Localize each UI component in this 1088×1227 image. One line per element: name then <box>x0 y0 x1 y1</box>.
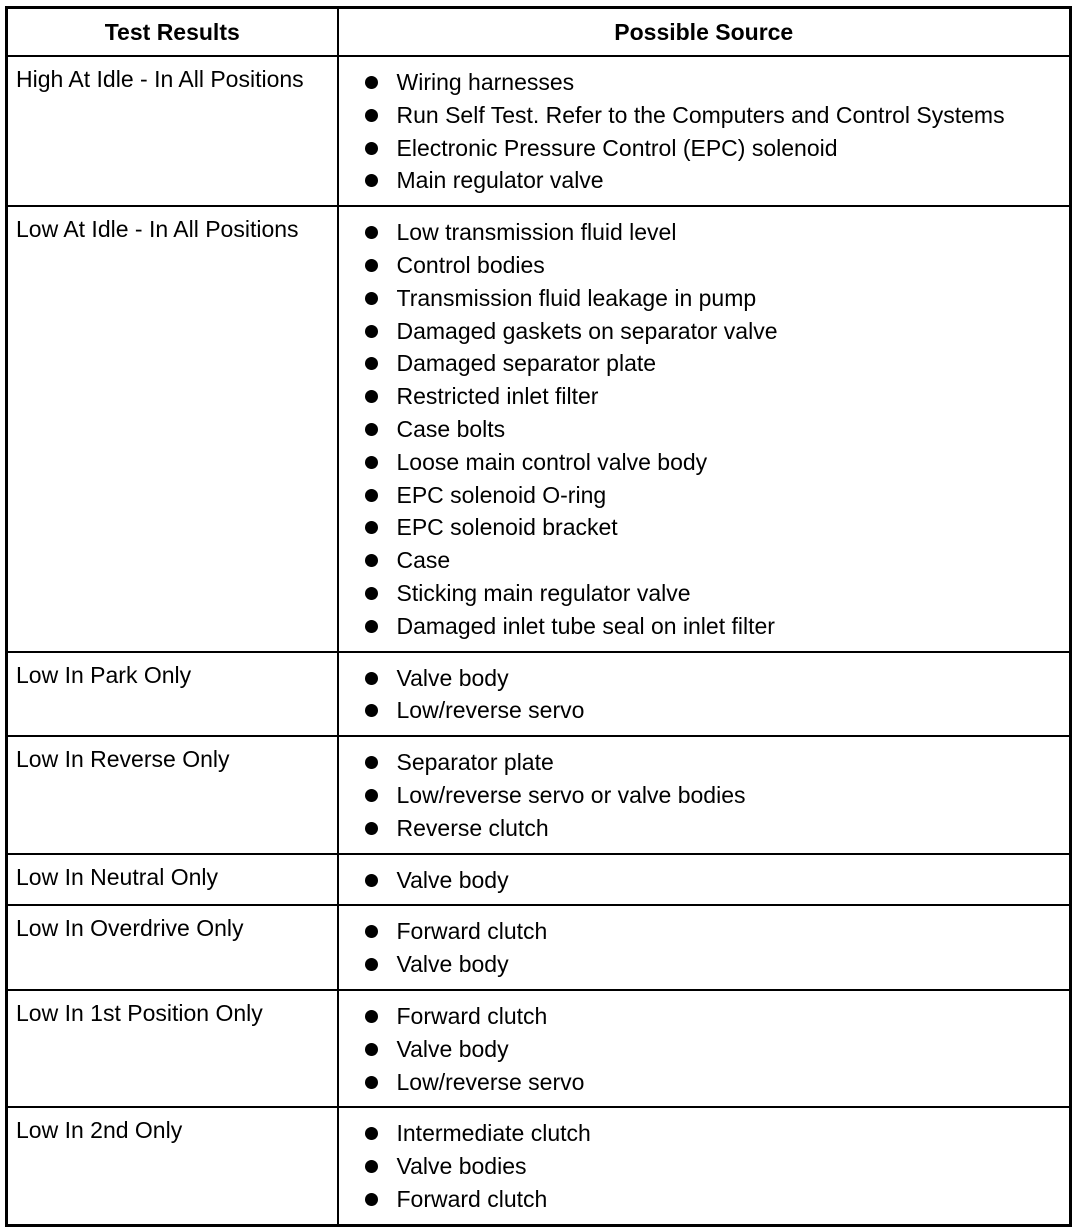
possible-source-list <box>339 66 1070 197</box>
source-text: Forward clutch <box>396 1002 548 1029</box>
test-result-cell: Low In Reverse Only <box>7 736 338 853</box>
source-text: Main regulator valve <box>396 167 604 194</box>
list-item <box>339 315 1070 348</box>
test-result-cell: Low In Park Only <box>7 652 338 737</box>
list-item <box>339 1150 1070 1183</box>
pressure-test-diagnosis-table <box>5 6 1072 1227</box>
source-text: Forward clutch <box>396 918 548 945</box>
source-text: Valve body <box>396 664 509 691</box>
test-result-cell: Low In Overdrive Only <box>7 905 338 990</box>
bullet-icon <box>365 587 378 600</box>
list-item <box>339 915 1070 948</box>
list-item <box>339 779 1070 812</box>
list-item <box>339 662 1070 695</box>
source-text: Case bolts <box>396 415 506 442</box>
possible-source-cell <box>338 56 1071 206</box>
bullet-icon <box>365 76 378 89</box>
source-text: Damaged separator plate <box>396 350 657 377</box>
column-header-test-results: Test Results <box>7 8 338 57</box>
list-item <box>339 948 1070 981</box>
source-text: Restricted inlet filter <box>396 383 599 410</box>
possible-source-list <box>339 216 1070 642</box>
diagnosis-table-container <box>5 6 1072 1227</box>
bullet-icon <box>365 489 378 502</box>
list-item <box>339 511 1070 544</box>
table-row <box>7 854 1071 906</box>
bullet-icon <box>365 874 378 887</box>
list-item <box>339 1000 1070 1033</box>
table-header-row <box>7 8 1071 57</box>
table-row <box>7 905 1071 990</box>
possible-source-list <box>339 1117 1070 1215</box>
list-item <box>339 544 1070 577</box>
list-item <box>339 413 1070 446</box>
table-row <box>7 736 1071 853</box>
list-item <box>339 1066 1070 1099</box>
list-item <box>339 282 1070 315</box>
bullet-icon <box>365 292 378 305</box>
bullet-icon <box>365 390 378 403</box>
source-text: EPC solenoid bracket <box>396 514 618 541</box>
list-item <box>339 812 1070 845</box>
source-text: Electronic Pressure Control (EPC) solenoid <box>396 134 838 161</box>
list-item <box>339 610 1070 643</box>
bullet-icon <box>365 704 378 717</box>
source-text: Low transmission fluid level <box>396 219 677 246</box>
bullet-icon <box>365 142 378 155</box>
bullet-icon <box>365 357 378 370</box>
bullet-icon <box>365 1127 378 1140</box>
test-result-cell: High At Idle - In All Positions <box>7 56 338 206</box>
list-item <box>339 347 1070 380</box>
bullet-icon <box>365 620 378 633</box>
list-item <box>339 694 1070 727</box>
list-item <box>339 380 1070 413</box>
test-result-cell: Low In 1st Position Only <box>7 990 338 1107</box>
list-item <box>339 66 1070 99</box>
list-item <box>339 164 1070 197</box>
source-text: Low/reverse servo <box>396 697 585 724</box>
source-text: Loose main control valve body <box>396 448 708 475</box>
bullet-icon <box>365 789 378 802</box>
possible-source-cell <box>338 854 1071 906</box>
source-text: Valve bodies <box>396 1153 527 1180</box>
source-text: Damaged inlet tube seal on inlet filter <box>396 612 775 639</box>
bullet-icon <box>365 925 378 938</box>
list-item <box>339 249 1070 282</box>
test-result-cell: Low In 2nd Only <box>7 1107 338 1225</box>
bullet-icon <box>365 109 378 122</box>
test-result-cell: Low At Idle - In All Positions <box>7 206 338 651</box>
source-text: Damaged gaskets on separator valve <box>396 317 778 344</box>
source-text: Control bodies <box>396 251 545 278</box>
source-text: Intermediate clutch <box>396 1120 591 1147</box>
bullet-icon <box>365 554 378 567</box>
bullet-icon <box>365 521 378 534</box>
bullet-icon <box>365 456 378 469</box>
table-body <box>7 56 1071 1225</box>
possible-source-cell <box>338 1107 1071 1225</box>
source-text: Case <box>396 547 451 574</box>
list-item <box>339 1033 1070 1066</box>
source-text: Low/reverse servo <box>396 1068 585 1095</box>
list-item <box>339 746 1070 779</box>
list-item <box>339 1117 1070 1150</box>
possible-source-list <box>339 1000 1070 1098</box>
bullet-icon <box>365 1010 378 1023</box>
source-text: Separator plate <box>396 749 554 776</box>
source-text: Low/reverse servo or valve bodies <box>396 781 746 808</box>
table-row <box>7 206 1071 651</box>
bullet-icon <box>365 1043 378 1056</box>
list-item <box>339 99 1070 132</box>
test-result-cell: Low In Neutral Only <box>7 854 338 906</box>
table-row <box>7 652 1071 737</box>
table-row <box>7 56 1071 206</box>
list-item <box>339 1183 1070 1216</box>
possible-source-list <box>339 662 1070 728</box>
table-row <box>7 1107 1071 1225</box>
bullet-icon <box>365 174 378 187</box>
list-item <box>339 216 1070 249</box>
possible-source-cell <box>338 652 1071 737</box>
source-text: Run Self Test. Refer to the Computers and Control Systems <box>396 101 1005 128</box>
possible-source-cell <box>338 905 1071 990</box>
possible-source-cell <box>338 990 1071 1107</box>
bullet-icon <box>365 958 378 971</box>
list-item <box>339 577 1070 610</box>
list-item <box>339 446 1070 479</box>
possible-source-list <box>339 915 1070 981</box>
source-text: Sticking main regulator valve <box>396 579 691 606</box>
bullet-icon <box>365 1076 378 1089</box>
bullet-icon <box>365 259 378 272</box>
bullet-icon <box>365 1193 378 1206</box>
list-item <box>339 479 1070 512</box>
bullet-icon <box>365 325 378 338</box>
bullet-icon <box>365 423 378 436</box>
source-text: Valve body <box>396 866 509 893</box>
bullet-icon <box>365 822 378 835</box>
source-text: Wiring harnesses <box>396 69 575 95</box>
list-item <box>339 864 1070 897</box>
source-text: Forward clutch <box>396 1185 548 1212</box>
possible-source-cell <box>338 206 1071 651</box>
list-item <box>339 132 1070 165</box>
source-text: Valve body <box>396 951 509 978</box>
bullet-icon <box>365 756 378 769</box>
possible-source-list <box>339 746 1070 844</box>
table-row <box>7 990 1071 1107</box>
source-text: Reverse clutch <box>396 814 549 841</box>
bullet-icon <box>365 672 378 685</box>
bullet-icon <box>365 226 378 239</box>
source-text: Valve body <box>396 1035 509 1062</box>
bullet-icon <box>365 1160 378 1173</box>
source-text: EPC solenoid O-ring <box>396 481 607 508</box>
possible-source-cell <box>338 736 1071 853</box>
source-text: Transmission fluid leakage in pump <box>396 284 757 311</box>
possible-source-list <box>339 864 1070 897</box>
column-header-possible-source: Possible Source <box>338 8 1071 57</box>
